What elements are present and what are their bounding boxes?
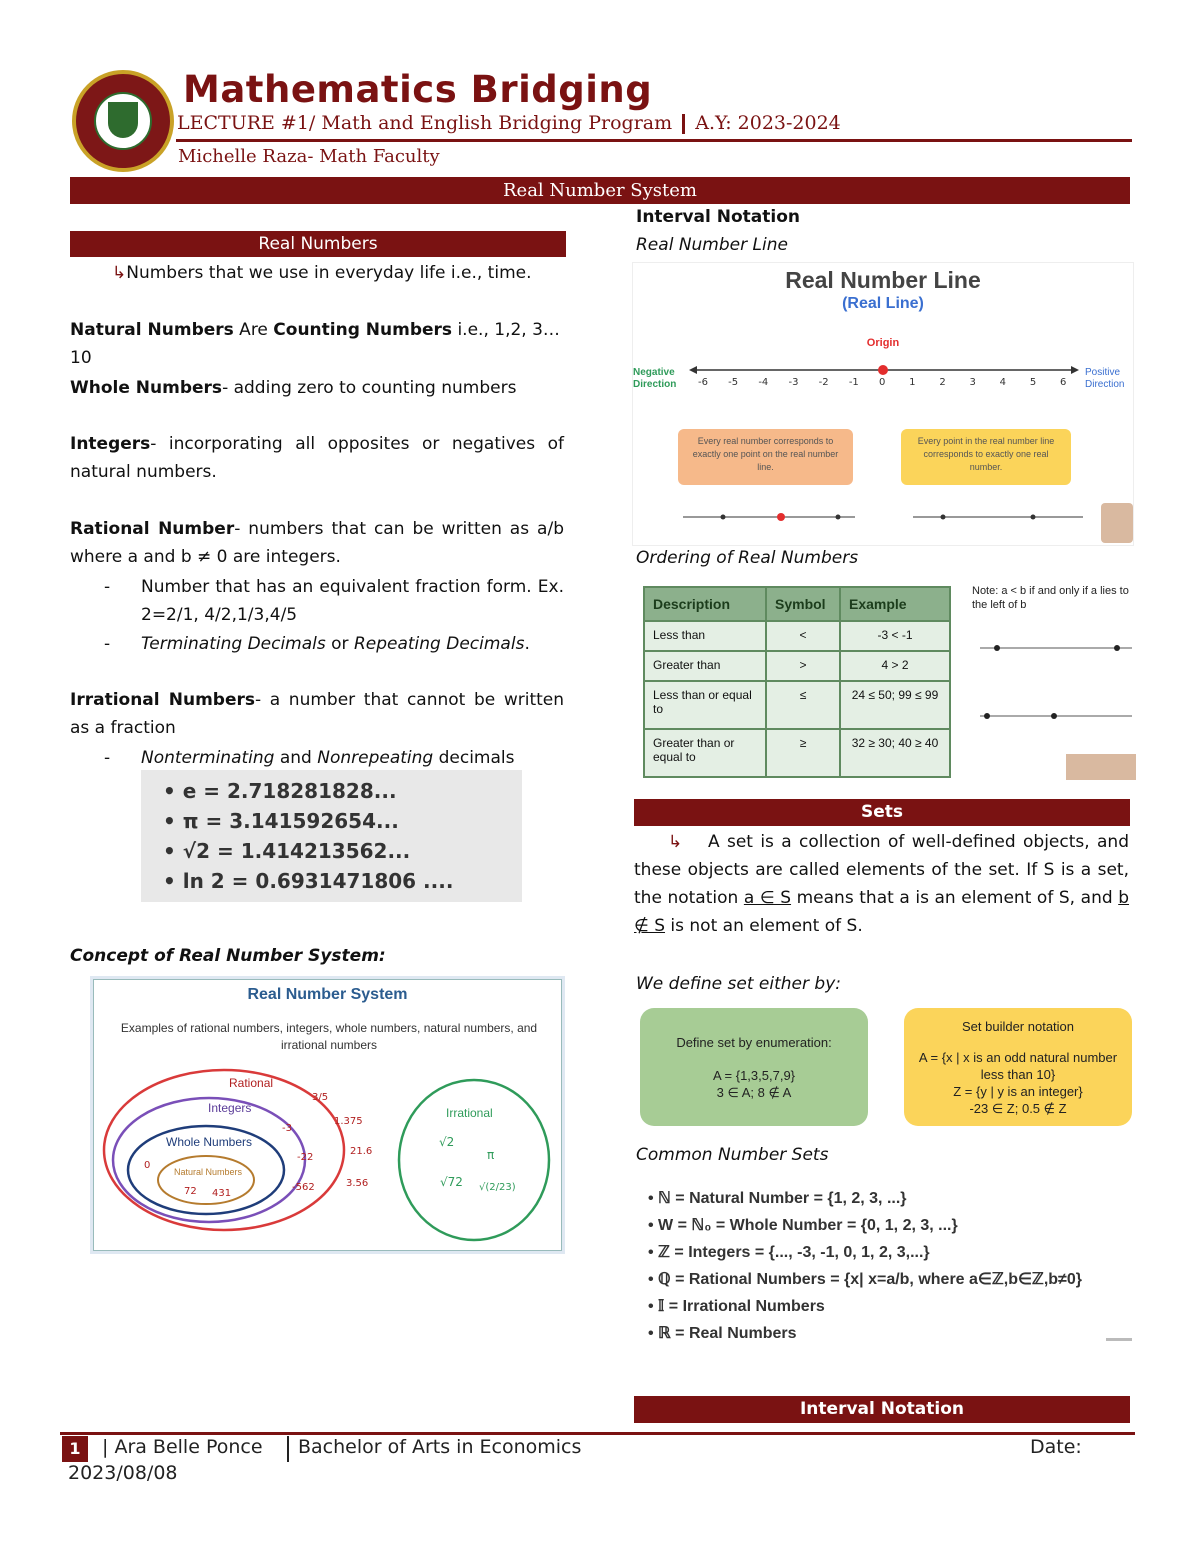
divider <box>1106 1338 1132 1341</box>
footer-date-label: Date: <box>1030 1436 1082 1458</box>
venn-natural-val: 72 <box>184 1186 197 1197</box>
constants-panel <box>141 770 522 902</box>
list-item: • 𝕀 = Irrational Numbers <box>648 1298 825 1315</box>
enumeration-box: Define set by enumeration: A = {1,3,5,7,9} 3 ∈ A; 8 ∉ A <box>640 1008 868 1126</box>
venn-int-val: -22 <box>297 1152 314 1163</box>
venn-label-whole: Whole Numbers <box>166 1135 253 1149</box>
sets-bar: Sets <box>634 799 1130 826</box>
page-number: 1 <box>62 1436 88 1462</box>
list-item: • W = ℕ₀ = Whole Number = {0, 1, 2, 3, ...} <box>648 1217 958 1234</box>
origin-label: Origin <box>866 337 900 349</box>
table-row: Greater than > 4 > 2 <box>644 651 950 681</box>
table-row: Greater than or equal to ≥ 32 ≥ 30; 40 ≥ 40 <box>644 729 950 777</box>
header-rule <box>176 139 1132 142</box>
common-sets-label: Common Number Sets <box>636 1145 829 1165</box>
footer-divider <box>287 1436 289 1462</box>
footer-date: 2023/08/08 <box>68 1462 178 1484</box>
venn-subtitle: Examples of rational numbers, integers, whole numbers, natural numbers, and irrational numbers <box>120 1021 538 1052</box>
ordering-table <box>643 586 951 778</box>
real-numbers-intro: ↳Numbers that we use in everyday life i.e., time. <box>112 263 532 283</box>
footer-program: Bachelor of Arts in Economics <box>298 1436 582 1458</box>
section-banner: Real Number System <box>70 177 1130 204</box>
real-numbers-bar: Real Numbers <box>70 231 566 257</box>
rational-def: Rational Number- numbers that can be written as a/b where a and b ≠ 0 are integers. <box>70 519 564 567</box>
whole-numbers-def: Whole Numbers- adding zero to counting numbers <box>70 378 517 398</box>
irrational-def: Irrational Numbers- a number that cannot be written as a fraction <box>70 690 565 738</box>
numberline-tick-label: -5 <box>728 377 739 388</box>
numberline-tick-label: -1 <box>848 377 859 388</box>
sets-definition: ↳ A set is a collection of well-defined objects, and these objects are called elements of the set. If S is a set, the notation a ∈ S means that a is an element of S, and b ∉ S is not an element of S. <box>634 828 1129 940</box>
rational-ellipse <box>104 1070 344 1230</box>
list-item: • ℕ = Natural Number = {1, 2, 3, ...} <box>648 1190 907 1207</box>
natural-ellipse <box>158 1156 254 1204</box>
numberline-tick-label: -2 <box>818 377 829 388</box>
numberline-title: Real Number Line <box>785 267 981 293</box>
positive-direction-label: Positive Direction <box>1085 367 1125 390</box>
list-item: • ℤ = Integers = {..., -3, -1, 0, 1, 2, 3,...} <box>648 1244 930 1261</box>
numberline-tick-label: 5 <box>1029 377 1037 388</box>
venn-int-val: -562 <box>292 1182 315 1193</box>
numberline-tick-label: 0 <box>879 377 886 388</box>
footer-student: | Ara Belle Ponce <box>102 1436 263 1458</box>
venn-int-val: -3 <box>282 1123 292 1134</box>
venn-natural-val: 431 <box>212 1188 232 1199</box>
venn-rat-val: 1.375 <box>334 1116 363 1127</box>
numberline-tick-label: -3 <box>788 377 799 388</box>
venn-label-rational: Rational <box>229 1076 274 1090</box>
natural-numbers-def: Natural Numbers Are Counting Numbers i.e., 1,2, 3…10 <box>70 320 560 368</box>
rational-bullet-1: - Number that has an equivalent fraction form. Ex. 2=2/1, 4/2,1/3,4/5 <box>104 577 564 625</box>
negative-direction-label: Negative Direction <box>633 367 677 390</box>
venn-title: Real Number System <box>247 986 408 1003</box>
numberline-tick-label: 1 <box>909 377 916 388</box>
table-row: Less than or equal to ≤ 24 ≤ 50; 99 ≤ 99 <box>644 681 950 729</box>
venn-rat-val: 3.56 <box>346 1178 369 1189</box>
venn-irr-val: √(2/23) <box>479 1182 516 1193</box>
footer-rule <box>60 1432 1135 1435</box>
venn-irr-val: π <box>487 1148 495 1162</box>
venn-rat-val: 3/5 <box>312 1092 329 1103</box>
interval-notation-bar: Interval Notation <box>634 1396 1130 1423</box>
arrow-icon: ↳ <box>112 263 127 283</box>
venn-label-irrational: Irrational <box>446 1106 493 1120</box>
numberline-tick-label: 6 <box>1060 377 1067 388</box>
arrow-icon: ↳ <box>668 832 683 852</box>
real-line-label: Real Number Line <box>636 235 788 255</box>
lecture-line <box>177 112 841 134</box>
irrational-bullet-1: - Nonterminating and Nonrepeating decimals <box>104 748 515 768</box>
table-header: Symbol <box>766 587 840 621</box>
constant-sqrt2: • √2 = 1.414213562... <box>163 839 411 863</box>
constant-pi: • π = 3.141592654... <box>163 809 399 833</box>
common-sets-list <box>648 1185 1138 1347</box>
academic-year: A.Y: 2023-2024 <box>695 112 841 134</box>
author-line: Michelle Raza- Math Faculty <box>178 146 440 167</box>
venn-label-integers: Integers <box>208 1101 252 1115</box>
ordering-note: Note: a < b if and only if a lies to the left of b <box>972 585 1129 611</box>
number-line-figure <box>632 262 1134 546</box>
numberline-tick-label: -6 <box>698 377 708 388</box>
constant-e: • e = 2.718281828... <box>163 779 397 803</box>
venn-rat-val: 21.6 <box>350 1146 373 1157</box>
rational-bullet-2: - Terminating Decimals or Repeating Decimals. <box>104 634 530 654</box>
irrational-ellipse <box>399 1080 549 1240</box>
header-divider <box>682 114 685 134</box>
numberline-tick-label: -4 <box>758 377 769 388</box>
numberline-subtitle: (Real Line) <box>842 295 924 312</box>
ordering-label: Ordering of Real Numbers <box>636 548 859 568</box>
ordering-table-wrap <box>643 586 951 778</box>
numberline-tick-label: 3 <box>969 377 976 388</box>
university-seal <box>72 70 174 172</box>
venn-label-natural: Natural Numbers <box>174 1167 243 1177</box>
integers-def: Integers- incorporating all opposites or negatives of natural numbers. <box>70 434 564 482</box>
webcam-thumbnail <box>1101 503 1133 543</box>
numberline-tick-label: 4 <box>999 377 1007 388</box>
document-title: Mathematics Bridging <box>183 68 653 111</box>
table-row: Less than < -3 < -1 <box>644 621 950 651</box>
define-label: We define set either by: <box>636 974 841 994</box>
interval-heading: Interval Notation <box>636 207 801 227</box>
concept-label: Concept of Real Number System: <box>70 946 386 966</box>
set-builder-box: Set builder notation A = {x | x is an odd natural number less than 10} Z = {y | y is an integer} -23 ∈ Z; 0.5 ∉ Z <box>904 1008 1132 1126</box>
lecture-text: LECTURE #1/ Math and English Bridging Program <box>177 112 673 134</box>
venn-irr-val: √2 <box>439 1135 455 1149</box>
numberline-ticks <box>633 263 1133 545</box>
table-header: Description <box>644 587 766 621</box>
venn-panel <box>90 976 565 1254</box>
numberline-note-2: Every point in the real number line corresponds to exactly one real number. <box>901 429 1071 485</box>
numberline-note-1: Every real number corresponds to exactly one point on the real number line. <box>678 429 853 485</box>
list-item: • ℚ = Rational Numbers = {x| x=a/b, where a∈ℤ,b∈ℤ,b≠0} <box>648 1271 1082 1288</box>
table-header: Example <box>840 587 950 621</box>
numberline-tick-label: 2 <box>939 377 946 388</box>
ordering-number-lines <box>972 630 1142 780</box>
list-item: • ℝ = Real Numbers <box>648 1325 797 1342</box>
venn-irr-val: √72 <box>440 1175 463 1189</box>
venn-whole-val: 0 <box>144 1160 151 1171</box>
constant-ln2: • ln 2 = 0.6931471806 .... <box>163 869 454 893</box>
